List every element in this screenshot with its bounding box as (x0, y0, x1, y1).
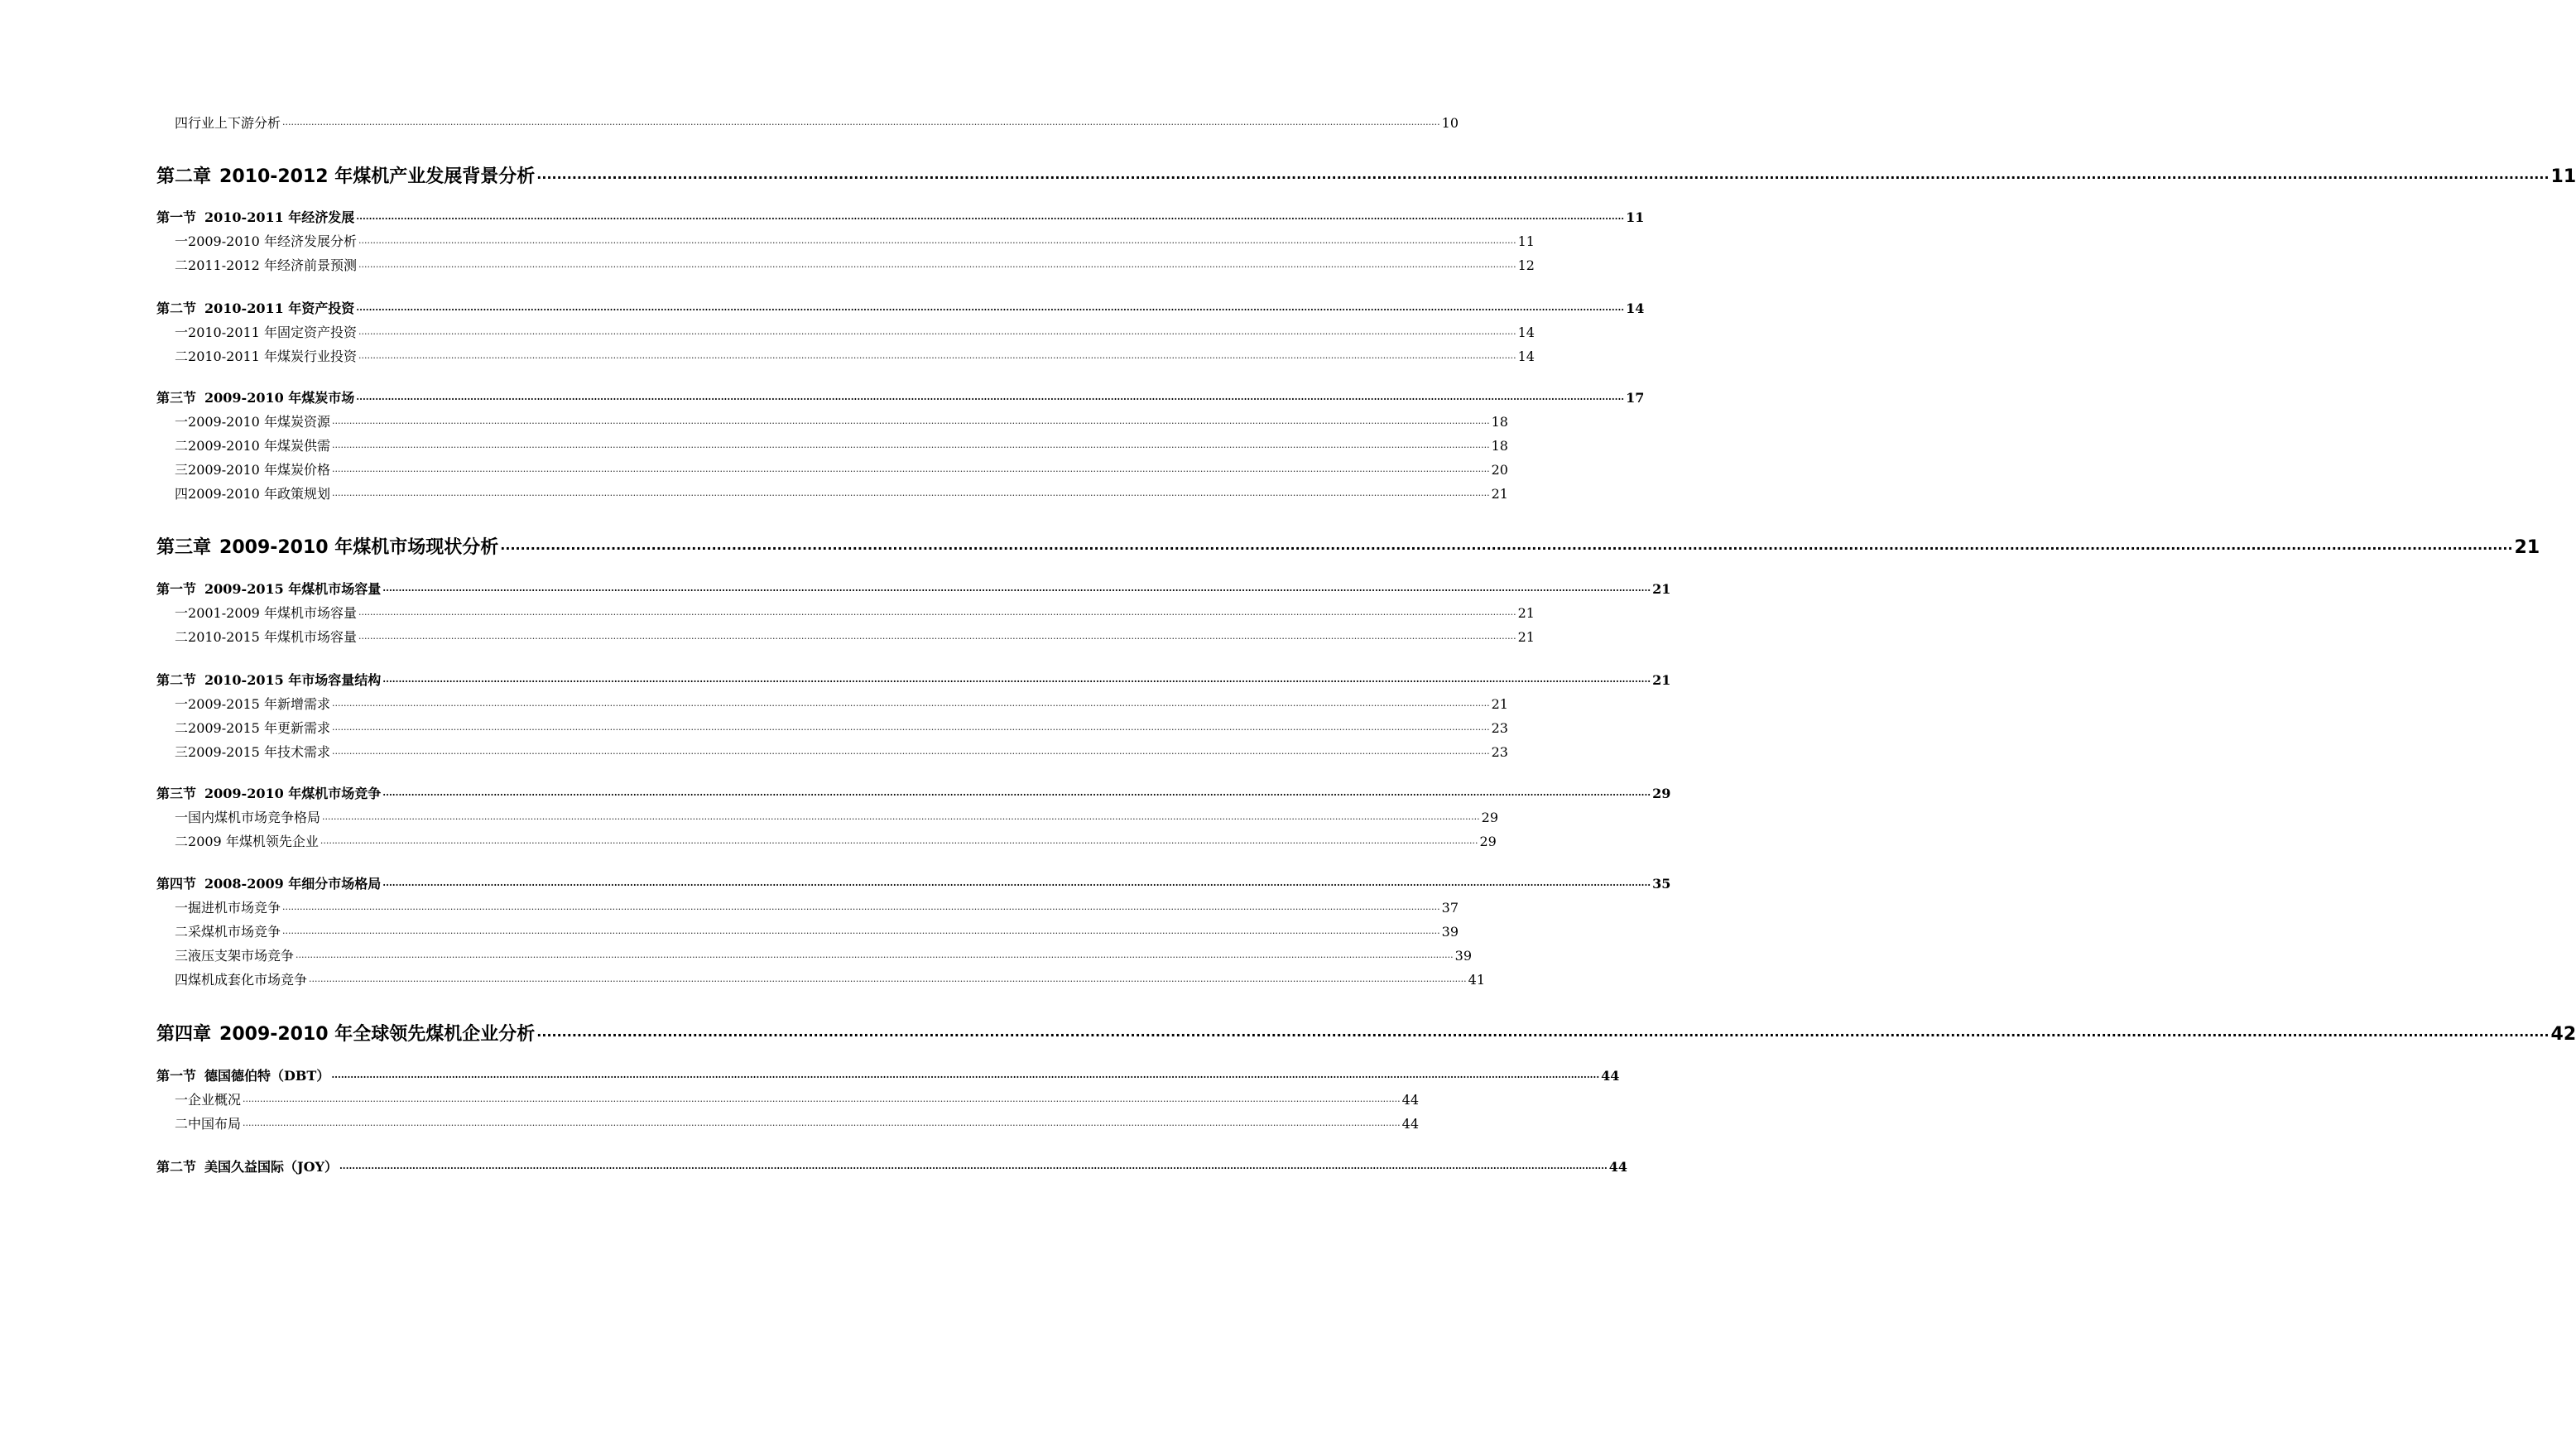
toc-item (0, 807, 1499, 827)
toc-number: 四 (175, 972, 189, 988)
toc-number: 三 (175, 744, 189, 760)
toc-line (156, 873, 1671, 892)
toc-item (0, 694, 1508, 714)
toc-page-number: 37 (1441, 900, 1459, 916)
toc-number: 一 (175, 810, 189, 825)
dot-leader: ················································································································································································································································································································································································································ (331, 700, 1490, 711)
toc-page-number: 21 (1652, 672, 1671, 688)
toc-item (0, 921, 1459, 941)
dot-leader: ················································································································································································································································································································································································································ (356, 214, 1625, 224)
toc-title: 2009-2015 年技术需求 (188, 744, 330, 760)
dot-leader: ················································································································································································································································································································································································································ (331, 442, 1490, 453)
toc-line (156, 1020, 2576, 1046)
toc-page-number: 18 (1491, 414, 1508, 430)
toc-line (175, 831, 1497, 850)
toc-page-number: 11 (1517, 233, 1535, 249)
toc-line (175, 742, 1508, 761)
toc-line (156, 207, 1645, 226)
dot-leader: ················································································································································································································································································································································································································ (382, 676, 1651, 687)
toc-number: 二 (175, 1116, 189, 1132)
toc-page-number: 41 (1468, 972, 1486, 988)
toc-line (175, 921, 1459, 940)
toc-line (156, 298, 1645, 317)
toc-page-number: 11 (2550, 166, 2576, 187)
toc-section (0, 873, 1671, 893)
toc-item (0, 255, 1535, 275)
toc-line (156, 783, 1671, 802)
toc-title: 行业上下游分析 (188, 115, 281, 131)
toc-line (175, 603, 1535, 622)
toc-line (175, 435, 1508, 454)
toc-item (0, 231, 1535, 251)
toc-page-number: 17 (1626, 390, 1645, 406)
toc-title: 液压支架市场竞争 (188, 948, 295, 964)
toc-number: 一 (175, 414, 189, 430)
dot-leader: ················································································································································································································································································································································································································ (358, 238, 1516, 248)
toc-title: 2009-2010 年煤机市场现状分析 (219, 537, 499, 558)
toc-section (0, 1156, 1628, 1176)
toc-line (175, 411, 1508, 430)
toc-item (0, 742, 1508, 762)
toc-item (0, 969, 1486, 989)
toc-title: 2010-2011 年固定资产投资 (188, 325, 357, 340)
toc-number: 四 (175, 115, 189, 131)
toc-line (175, 346, 1535, 365)
toc-page-number: 29 (1481, 810, 1499, 825)
dot-leader: ················································································································································································································································································································································································································ (536, 170, 2550, 185)
toc-number: 三 (175, 948, 189, 964)
dot-leader: ················································································································································································································································································································································································································ (356, 305, 1625, 315)
dot-leader: ················································································································································································································································································································································································································ (331, 724, 1490, 735)
toc-number: 二 (175, 629, 189, 645)
toc-chapter (0, 162, 2576, 190)
toc-title: 企业概况 (188, 1092, 242, 1108)
dot-leader: ················································································································································································································································································································································································································ (282, 904, 1440, 915)
toc-page-number: 39 (1454, 948, 1473, 964)
toc-number: 一 (175, 696, 189, 712)
toc-page-number: 20 (1491, 462, 1508, 478)
dot-leader: ················································································································································································································································································································································································································ (320, 838, 1478, 849)
dot-leader: ················································································································································································································································································································································································································ (356, 394, 1625, 405)
toc-line (175, 945, 1473, 964)
toc-title: 2010-2012 年煤机产业发展背景分析 (219, 166, 536, 187)
toc-line (156, 387, 1645, 406)
dot-leader: ················································································································································································································································································································································································································ (382, 585, 1651, 596)
toc-page-number: 10 (1441, 115, 1459, 131)
toc-line (175, 231, 1535, 250)
toc-title: 2009-2010 年煤机市场竞争 (204, 786, 382, 801)
toc-chapter (0, 533, 2540, 561)
toc-page-number: 21 (1491, 486, 1508, 502)
toc-page-number: 14 (1517, 349, 1535, 364)
dot-leader: ················································································································································································································································································································································································································ (536, 1027, 2550, 1043)
toc-line (175, 322, 1535, 341)
toc-line (175, 627, 1535, 646)
toc-number: 第三章 (156, 537, 212, 558)
toc-number: 第二节 (156, 300, 197, 316)
toc-number: 一 (175, 1092, 189, 1108)
toc-item (0, 1113, 1420, 1133)
toc-title: 德国德伯特（DBT） (204, 1068, 330, 1084)
toc-item (0, 945, 1473, 965)
toc-number: 第二节 (156, 672, 197, 688)
toc-line (175, 1113, 1420, 1132)
toc-number: 一 (175, 605, 189, 621)
toc-line (175, 694, 1508, 713)
toc-page-number: 44 (1401, 1116, 1420, 1132)
toc-title: 2009-2010 年全球领先煤机企业分析 (219, 1024, 536, 1045)
toc-line (156, 579, 1671, 598)
toc-title: 2009-2010 年煤炭资源 (188, 414, 330, 430)
toc-line (175, 459, 1508, 478)
toc-item (0, 1089, 1420, 1109)
toc-number: 一 (175, 900, 189, 916)
toc-number: 二 (175, 349, 189, 364)
toc-number: 第二章 (156, 166, 212, 187)
dot-leader: ················································································································································································································································································································································································································ (322, 814, 1480, 825)
toc-line (175, 255, 1535, 274)
dot-leader: ················································································································································································································································································································································································································ (331, 748, 1490, 759)
toc-page-number: 44 (1601, 1068, 1620, 1084)
toc-number: 四 (175, 486, 189, 502)
toc-page-number: 14 (1517, 325, 1535, 340)
toc-number: 一 (175, 325, 189, 340)
toc-line (156, 1065, 1620, 1084)
dot-leader: ················································································································································································································································································································································································································ (282, 119, 1440, 130)
toc-title: 2009-2015 年更新需求 (188, 720, 330, 736)
toc-page-number: 44 (1608, 1159, 1628, 1175)
toc-item (0, 411, 1508, 431)
dot-leader: ················································································································································································································································································································································································································ (358, 329, 1516, 339)
toc-page-number: 11 (1626, 209, 1645, 225)
toc-number: 二 (175, 924, 189, 940)
toc-section (0, 387, 1645, 407)
dot-leader: ················································································································································································································································································································································································································ (296, 952, 1454, 963)
toc-number: 第三节 (156, 390, 197, 406)
toc-section (0, 207, 1645, 227)
toc-title: 2009 年煤机领先企业 (188, 834, 319, 849)
dot-leader: ················································································································································································································································································································································································································ (358, 353, 1516, 363)
toc-section (0, 783, 1671, 803)
toc-line (156, 162, 2576, 188)
toc-line (175, 718, 1508, 737)
toc-page-number: 21 (1491, 696, 1508, 712)
toc-page-number: 29 (1652, 786, 1671, 801)
toc-page-number: 23 (1491, 744, 1508, 760)
dot-leader: ················································································································································································································································································································································································································ (331, 1072, 1600, 1083)
toc-page-number: 21 (1517, 629, 1535, 645)
dot-leader: ················································································································································································································································································································································································································ (358, 633, 1516, 644)
toc-page-number: 35 (1652, 876, 1671, 892)
toc-item (0, 483, 1508, 503)
toc-item (0, 718, 1508, 738)
toc-page-number: 21 (1652, 581, 1671, 597)
toc-line (175, 807, 1499, 826)
toc-page-number: 21 (2514, 537, 2540, 558)
toc-item (0, 831, 1497, 851)
toc-number: 三 (175, 462, 189, 478)
toc-line (156, 670, 1671, 689)
toc-title: 2010-2011 年经济发展 (204, 209, 355, 225)
dot-leader: ················································································································································································································································································································································································································ (331, 490, 1490, 501)
toc-number: 二 (175, 257, 189, 273)
toc-number: 第二节 (156, 1159, 197, 1175)
toc-number: 第一节 (156, 1068, 197, 1084)
toc-title: 2009-2015 年新增需求 (188, 696, 330, 712)
toc-chapter (0, 1020, 2576, 1048)
dot-leader: ················································································································································································································································································································································································································ (339, 1163, 1608, 1174)
toc-page-number: 42 (2550, 1024, 2576, 1045)
toc-page-number: 21 (1517, 605, 1535, 621)
toc-number: 第四节 (156, 876, 197, 892)
toc-title: 采煤机市场竞争 (188, 924, 281, 940)
toc-title: 2011-2012 年经济前景预测 (188, 257, 357, 273)
toc-title: 2009-2010 年煤炭供需 (188, 438, 330, 454)
toc-title: 煤机成套化市场竞争 (188, 972, 308, 988)
toc-section (0, 1065, 1620, 1085)
toc-page-number: 12 (1517, 257, 1535, 273)
toc-item (0, 627, 1535, 647)
toc-title: 2010-2015 年煤机市场容量 (188, 629, 357, 645)
toc-item (0, 113, 1459, 132)
toc-number: 二 (175, 438, 189, 454)
dot-leader: ················································································································································································································································································································································································································ (282, 928, 1440, 939)
toc-page-number: 23 (1491, 720, 1508, 736)
dot-leader: ················································································································································································································································································································································································································ (243, 1096, 1401, 1107)
toc-page-number: 14 (1626, 300, 1645, 316)
toc-title: 2009-2010 年煤炭价格 (188, 462, 330, 478)
toc-title: 2010-2015 年市场容量结构 (204, 672, 382, 688)
toc-title: 2010-2011 年资产投资 (204, 300, 355, 316)
dot-leader: ················································································································································································································································································································································································································ (382, 790, 1651, 801)
toc-title: 2009-2010 年经济发展分析 (188, 233, 357, 249)
toc-line (156, 1156, 1628, 1176)
toc-item (0, 603, 1535, 623)
toc-title: 美国久益国际（JOY） (204, 1159, 338, 1175)
toc-title: 2009-2010 年政策规划 (188, 486, 330, 502)
toc-section (0, 579, 1671, 599)
toc-number: 第一节 (156, 581, 197, 597)
toc-page-number: 29 (1479, 834, 1497, 849)
toc-item (0, 346, 1535, 366)
toc-title: 2001-2009 年煤机市场容量 (188, 605, 357, 621)
toc-number: 二 (175, 834, 189, 849)
toc-line (156, 533, 2540, 559)
dot-leader: ················································································································································································································································································································································································································ (358, 609, 1516, 620)
toc-line (175, 113, 1459, 132)
toc-number: 二 (175, 720, 189, 736)
toc-item (0, 897, 1459, 917)
dot-leader: ················································································································································································································································································································································································································ (309, 976, 1467, 987)
toc-section (0, 670, 1671, 690)
dot-leader: ················································································································································································································································································································································································································ (331, 466, 1490, 477)
dot-leader: ················································································································································································································································································································································································································ (331, 418, 1490, 429)
toc-title: 2010-2011 年煤炭行业投资 (188, 349, 357, 364)
toc-item (0, 435, 1508, 455)
toc-number: 第一节 (156, 209, 197, 225)
dot-leader: ················································································································································································································································································································································································································ (500, 541, 2513, 556)
dot-leader: ················································································································································································································································································································································································································ (382, 880, 1651, 891)
toc-line (175, 483, 1508, 502)
toc-line (175, 969, 1486, 988)
toc-title: 国内煤机市场竞争格局 (188, 810, 321, 825)
toc-number: 一 (175, 233, 189, 249)
toc-page-number: 39 (1441, 924, 1459, 940)
toc-number: 第四章 (156, 1024, 212, 1045)
toc-title: 2009-2010 年煤炭市场 (204, 390, 355, 406)
toc-title: 中国布局 (188, 1116, 242, 1132)
toc-title: 2009-2015 年煤机市场容量 (204, 581, 382, 597)
toc-item (0, 459, 1508, 479)
toc-page-number: 44 (1401, 1092, 1420, 1108)
toc-item (0, 322, 1535, 342)
toc-number: 第三节 (156, 786, 197, 801)
toc-page-number: 18 (1491, 438, 1508, 454)
toc-title: 掘进机市场竞争 (188, 900, 281, 916)
dot-leader: ················································································································································································································································································································································································································ (358, 262, 1516, 272)
toc-line (175, 1089, 1420, 1108)
dot-leader: ················································································································································································································································································································································································································ (243, 1120, 1401, 1131)
toc-title: 2008-2009 年细分市场格局 (204, 876, 382, 892)
toc-line (175, 897, 1459, 916)
toc-section (0, 298, 1645, 318)
